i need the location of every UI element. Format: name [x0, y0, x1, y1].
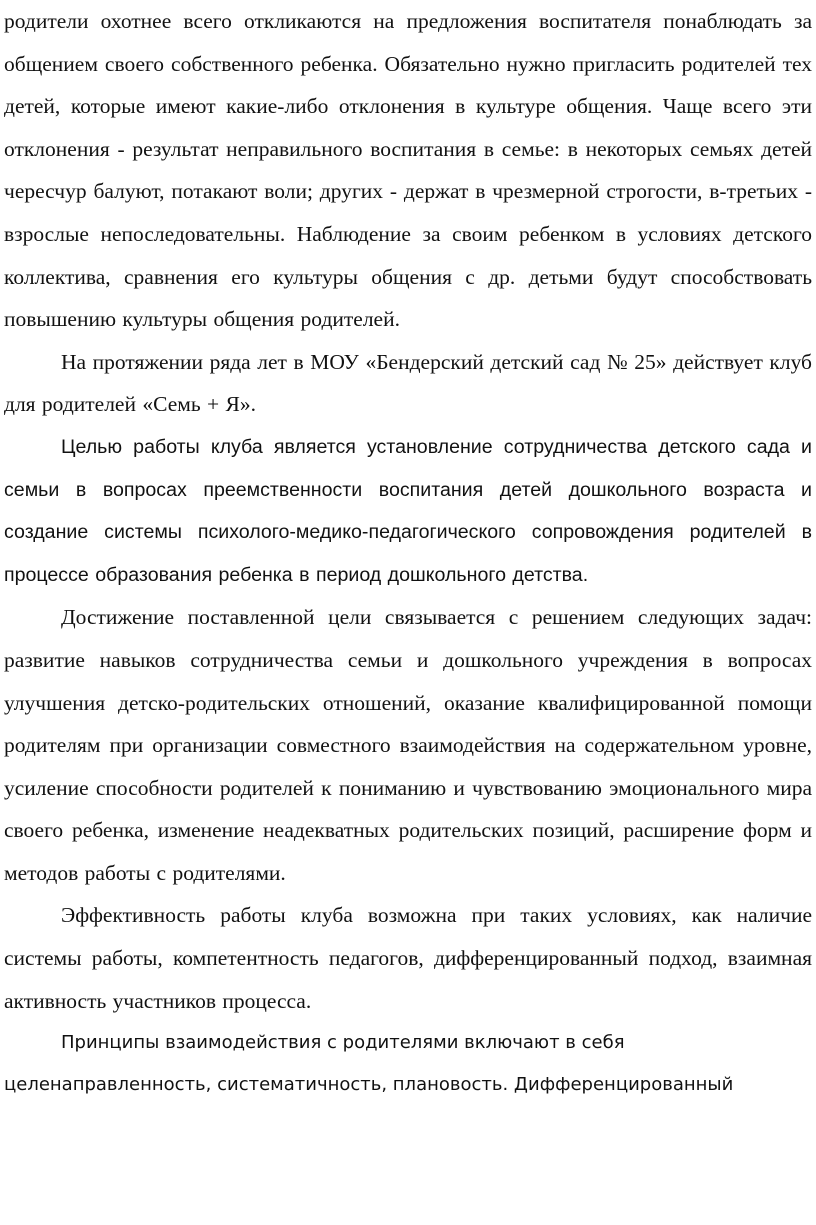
paragraph-4: Достижение поставленной цели связывается с решением следующих задач: развитие навыков сотрудничества семьи и дошкольного учреждения в вопросах улучшения детско-родительских отношений, оказание квалифицированной помощи родителям при организации совместного взаимодействия на содержательном уровне, усиление способности родителей к пониманию и чувствованию эмоционального мира своего ребенка, изменение неадекватных родительских позиций, расширение форм и методов работы с родителями.	[4, 605, 812, 885]
document-page	[4, 0, 812, 1106]
paragraph-3: Целью работы клуба является установление сотрудничества детского сада и семьи в вопросах преемственности воспитания детей дошкольного возраста и создание системы психолого-медико-педагогического сопровождения родителей в процессе образования ребенка в период дошкольного детства.	[4, 435, 812, 586]
paragraph-2: На протяжении ряда лет в МОУ «Бендерский детский сад № 25» действует клуб для родителей «Семь + Я».	[4, 349, 812, 417]
paragraph-5: Эффективность работы клуба возможна при таких условиях, как наличие системы работы, компетентность педагогов, дифференцированный подход, взаимная активность участников процесса.	[4, 903, 812, 1013]
paragraph-6: Принципы взаимодействия с родителями включают в себя целенаправленность, систематичность, плановость. Дифференцированный	[4, 1032, 734, 1096]
paragraph-1: родители охотнее всего откликаются на предложения воспитателя понаблюдать за общением своего собственного ребенка. Обязательно нужно пригласить родителей тех детей, которые имеют какие-либо отклонения в культуре общения. Чаще всего эти отклонения - результат неправильного воспитания в семье: в некоторых семьях детей чересчур балуют, потакают воли; других - держат в чрезмерной строгости, в-третьих - взрослые непоследовательны. Наблюдение за своим ребенком в условиях детского коллектива, сравнения его культуры общения с др. детьми будут способствовать повышению культуры общения родителей.	[4, 9, 812, 332]
